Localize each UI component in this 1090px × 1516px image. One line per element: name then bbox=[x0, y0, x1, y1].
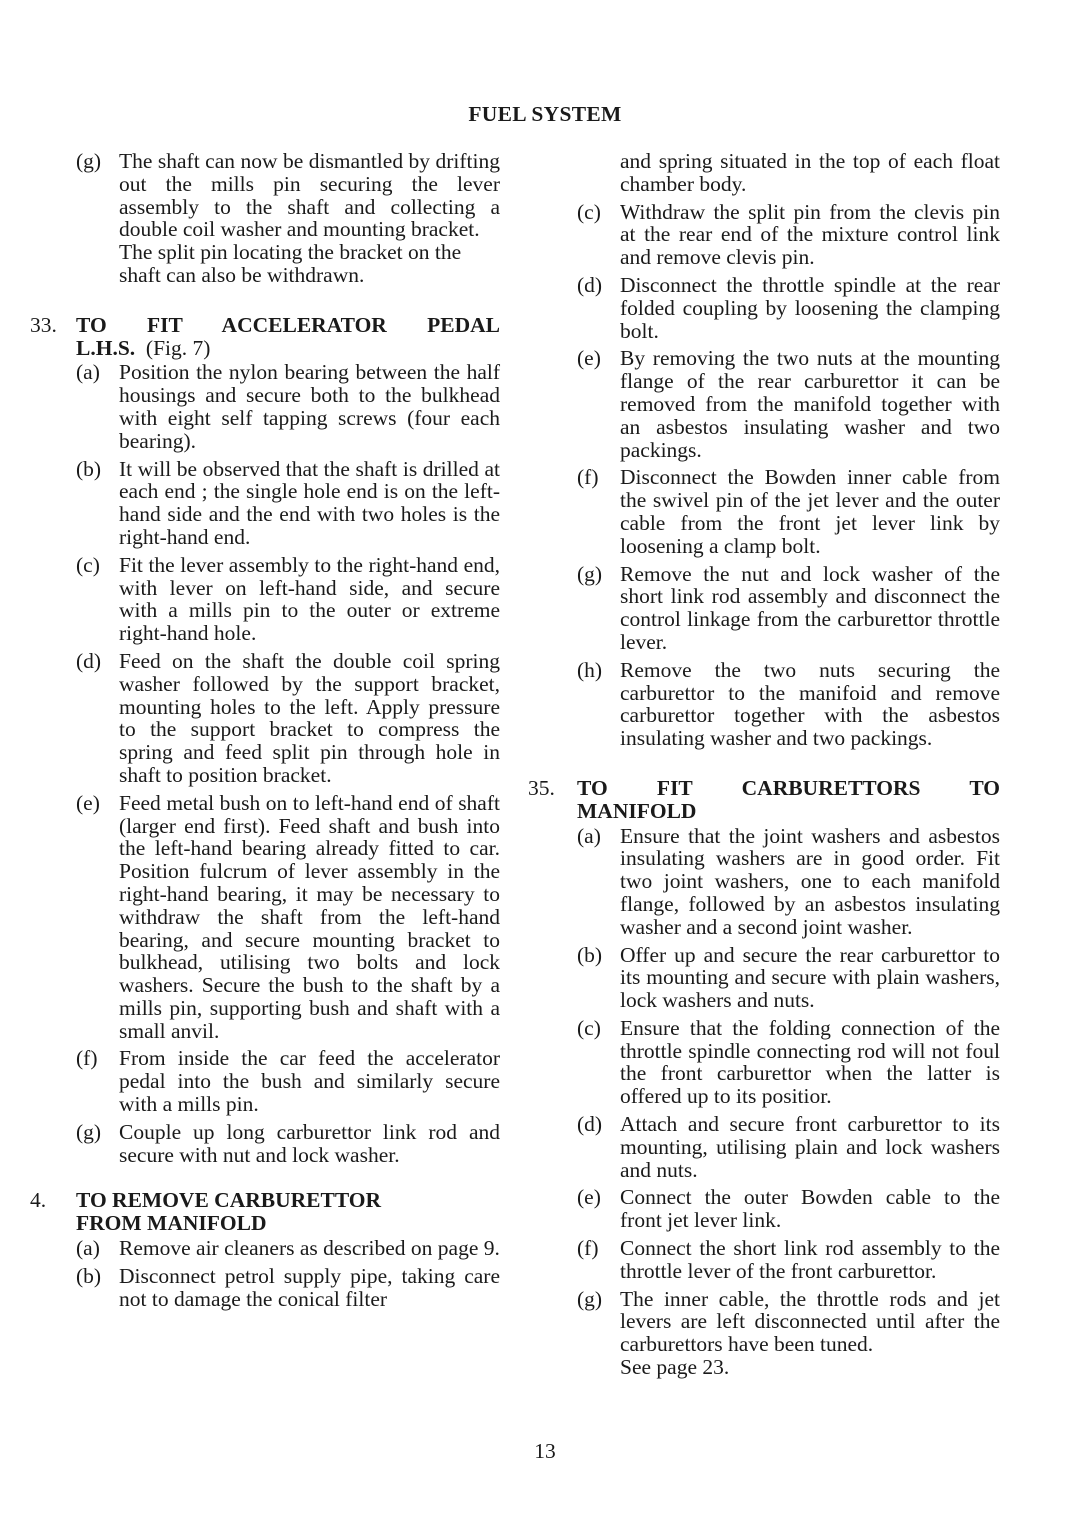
item-text: By removing the two nuts at the mounting flange of the rear carburettor it can be removed from the manifold together with an asbestos insulating washer and two packings. bbox=[620, 346, 1000, 462]
item-label: (f) bbox=[577, 1236, 599, 1261]
item-label: (d) bbox=[577, 272, 603, 297]
item-text: Fit the lever assembly to the right-hand end, with lever on left-hand side, and secure with a mills pin to the outer or extreme right-hand hole. bbox=[119, 552, 500, 646]
list-item bbox=[30, 1047, 500, 1115]
item-text: Withdraw the split pin from the clevis pin at the rear end of the mixture control link and remove clevis pin. bbox=[620, 199, 1000, 270]
page-number: 13 bbox=[534, 1439, 556, 1463]
item-text: The shaft can now be dismantled by drifting out the mills pin securing the lever assembly to the shaft and collecting a double coil washer and mounting bracket. bbox=[119, 149, 500, 242]
continuation-text bbox=[528, 150, 1000, 196]
left-column bbox=[30, 150, 500, 1315]
item-label: (e) bbox=[577, 346, 601, 371]
section-title-line1: TO FIT ACCELERATOR PEDAL bbox=[76, 312, 500, 337]
list-item bbox=[528, 201, 1000, 269]
list-item bbox=[528, 466, 1000, 557]
item-text: Ensure that the folding connection of the throttle spindle connecting rod will not foul the front carburettor when the latter is offered up to its positior. bbox=[620, 1015, 1000, 1109]
item-label: (f) bbox=[76, 1046, 98, 1071]
section-title-line2: MANIFOLD bbox=[577, 798, 697, 823]
list-item bbox=[30, 1237, 500, 1260]
item-text: Ensure that the joint washers and asbestos insulating washers are in good order. Fit two joint washers, one to each manifold flange, followed by an asbestos insulating washer and a second joint washer. bbox=[620, 823, 1000, 939]
item-text: Position the nylon bearing between the half housings and secure both to the bulkhead with eight self tapping screws (four each bearing). bbox=[119, 360, 500, 453]
item-label: (d) bbox=[76, 648, 102, 673]
section-title-line2: FROM MANIFOLD bbox=[76, 1211, 267, 1236]
item-label: (d) bbox=[577, 1112, 603, 1137]
page-reference: See page 23. bbox=[620, 1355, 730, 1380]
item-label: (g) bbox=[76, 149, 102, 173]
paragraph-text: and spring situated in the top of each float chamber body. bbox=[620, 149, 1000, 196]
section-title-line1: TO REMOVE CARBURETTOR bbox=[76, 1188, 382, 1213]
item-text: Disconnect petrol supply pipe, taking care not to damage the conical filter bbox=[119, 1263, 500, 1311]
list-item bbox=[30, 792, 500, 1043]
section-number: 33. bbox=[30, 312, 57, 337]
section-title-line2: L.H.S. bbox=[76, 335, 136, 360]
item-text: Remove the two nuts securing the carburettor to the manifoid and remove carburettor together with the asbestos insulating washer and two packings. bbox=[620, 657, 1000, 751]
item-label: (c) bbox=[577, 1015, 601, 1040]
item-label: (f) bbox=[577, 465, 599, 490]
section-35-heading bbox=[528, 777, 1000, 823]
list-item bbox=[528, 1017, 1000, 1108]
page-title: FUEL SYSTEM bbox=[468, 102, 622, 126]
list-item bbox=[30, 150, 500, 287]
item-text: From inside the car feed the accelerator pedal into the bush and similarly secure with a mills pin. bbox=[119, 1046, 500, 1117]
section-33-heading bbox=[30, 314, 500, 360]
item-text: Feed metal bush on to left-hand end of shaft (larger end first). Feed shaft and bush into the left-hand bearing already fitted to car. Position fulcrum of lever assembly in the right-hand bearing, it may be necessary to withdraw the shaft from the left-hand bearing, and secure mounting bracket to bulkhead, utilising two bolts and lock washers. Secure the bush to the shaft by a mills pin, supporting bush and shaft with a small anvil. bbox=[119, 790, 500, 1043]
list-item bbox=[30, 1265, 500, 1311]
item-text: The inner cable, the throttle rods and jet levers are left disconnected until after the carburettors have been tuned. bbox=[620, 1286, 1000, 1357]
item-label: (g) bbox=[577, 561, 603, 586]
section-34-heading bbox=[30, 1189, 500, 1235]
item-text: Connect the short link rod assembly to the throttle lever of the front carburettor. bbox=[620, 1236, 1000, 1283]
section-number: 35. bbox=[528, 775, 555, 800]
list-item bbox=[528, 1113, 1000, 1181]
list-item bbox=[528, 563, 1000, 654]
item-label: (h) bbox=[577, 657, 603, 682]
item-text: It will be observed that the shaft is drilled at each end ; the single hole end is on the left-hand side and the end with two holes is the right-hand end. bbox=[119, 456, 500, 549]
list-item bbox=[528, 944, 1000, 1012]
list-item bbox=[528, 659, 1000, 750]
item-label: (g) bbox=[577, 1286, 603, 1311]
item-label: (a) bbox=[577, 823, 601, 848]
item-label: (b) bbox=[76, 1263, 102, 1288]
item-text: Offer up and secure the rear carburettor to its mounting and secure with plain washers, lock washers and nuts. bbox=[620, 942, 1000, 1013]
item-text: Remove air cleaners as described on page 9. bbox=[119, 1236, 500, 1261]
list-item bbox=[30, 554, 500, 645]
list-item bbox=[30, 361, 500, 452]
item-label: (a) bbox=[76, 360, 100, 385]
item-text: Remove the nut and lock washer of the short link rod assembly and disconnect the control linkage from the carburettor throttle lever. bbox=[620, 561, 1000, 654]
item-label: (c) bbox=[76, 552, 100, 577]
list-item bbox=[528, 347, 1000, 461]
item-label: (b) bbox=[76, 456, 102, 481]
list-item bbox=[30, 1121, 500, 1167]
list-item bbox=[30, 650, 500, 787]
item-text: Disconnect the Bowden inner cable from the swivel pin of the jet lever and the outer cable from the front jet lever link by loosening a clamp bolt. bbox=[620, 465, 1000, 558]
item-text: Couple up long carburettor link rod and secure with nut and lock washer. bbox=[119, 1119, 500, 1167]
right-column bbox=[528, 150, 1000, 1384]
item-text: Feed on the shaft the double coil spring washer followed by the support bracket, mounting holes to the left. Apply pressure to the support bracket to compress the spring and feed split pin through hole in shaft to position bracket. bbox=[119, 648, 500, 787]
item-label: (g) bbox=[76, 1119, 102, 1144]
item-label: (e) bbox=[577, 1185, 601, 1210]
item-text: Connect the outer Bowden cable to the front jet lever link. bbox=[620, 1185, 1000, 1233]
item-text: Disconnect the throttle spindle at the rear folded coupling by loosening the clamping bolt. bbox=[620, 272, 1000, 343]
list-item bbox=[30, 458, 500, 549]
list-item bbox=[528, 274, 1000, 342]
item-label: (b) bbox=[577, 942, 603, 967]
list-item bbox=[528, 1288, 1000, 1379]
list-item bbox=[528, 1237, 1000, 1283]
list-item bbox=[528, 825, 1000, 939]
item-label: (e) bbox=[76, 790, 100, 815]
item-label: (a) bbox=[76, 1236, 100, 1261]
list-item bbox=[528, 1186, 1000, 1232]
item-text: Attach and secure front carburettor to its mounting, utilising plain and lock washers and nuts. bbox=[620, 1112, 1000, 1182]
section-number: 4. bbox=[30, 1188, 47, 1213]
section-title-line1: TO FIT CARBURETTORS TO bbox=[577, 775, 1000, 800]
item-label: (c) bbox=[577, 199, 601, 224]
figure-reference: (Fig. 7) bbox=[145, 335, 211, 360]
item-continuation: The split pin locating the bracket on the shaft can also be withdrawn. bbox=[119, 240, 462, 287]
